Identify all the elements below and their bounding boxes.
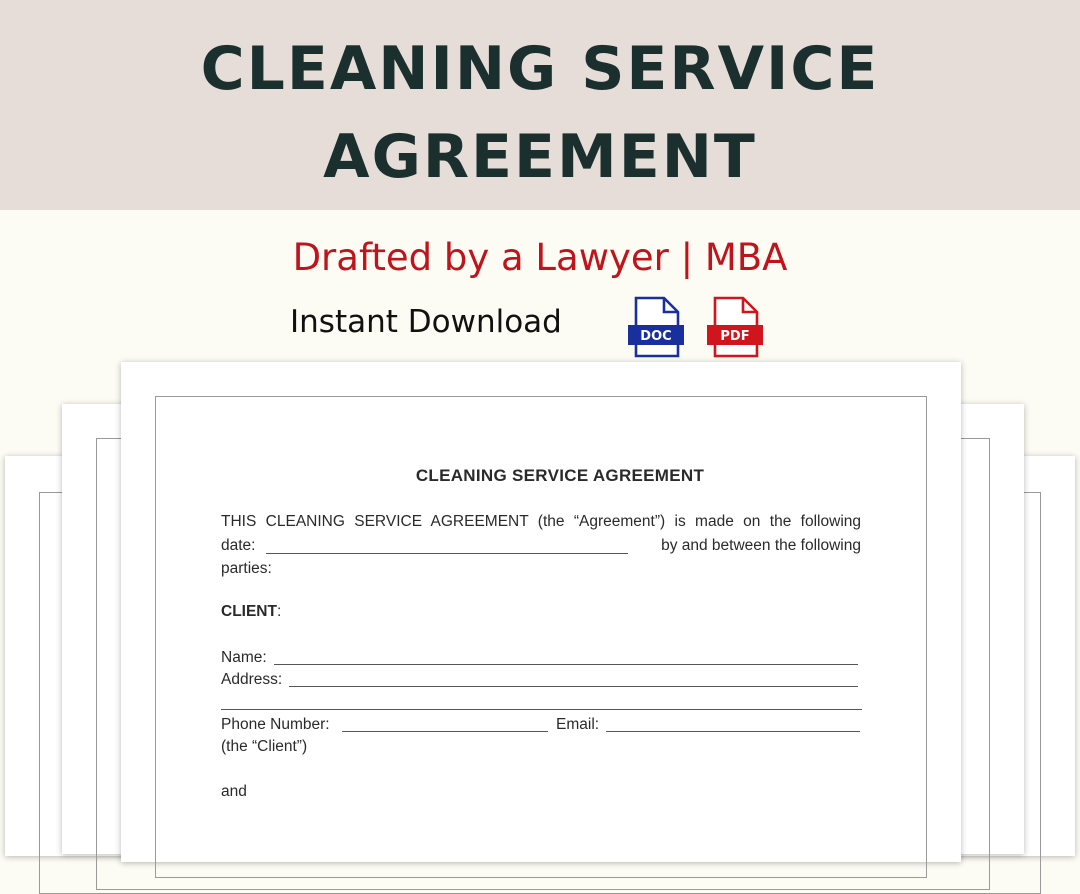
intro-line-1: THIS CLEANING SERVICE AGREEMENT (the “Agreement”) is made on the following (221, 513, 861, 530)
doc-badge-text: DOC (640, 329, 672, 344)
banner-subtitle: Drafted by a Lawyer | MBA (292, 236, 788, 279)
name-blank-line (274, 664, 858, 665)
address-blank-line (289, 686, 858, 687)
pdf-badge-text: PDF (720, 329, 750, 344)
client-definition: (the “Client”) (221, 738, 308, 755)
instant-download-label: Instant Download (290, 304, 562, 340)
phone-label: Phone Number: (221, 716, 330, 733)
client-heading-row (221, 603, 281, 621)
document-title: CLEANING SERVICE AGREEMENT (415, 466, 705, 485)
phone-blank-line (342, 731, 548, 732)
doc-file-icon (628, 296, 684, 358)
date-blank-line (266, 553, 628, 554)
intro-date-label: date: (221, 537, 256, 554)
intro-line-3: parties: (221, 560, 272, 577)
client-heading: CLIENT (221, 603, 277, 620)
banner-title-line-2: AGREEMENT (323, 122, 757, 192)
email-label: Email: (556, 716, 600, 733)
banner-title-line-1: CLEANING SERVICE (200, 34, 880, 104)
address-blank-line-2 (221, 709, 862, 710)
address-label: Address: (221, 671, 283, 688)
intro-date-suffix: by and between the following (661, 537, 861, 554)
pdf-file-icon (707, 296, 763, 358)
client-colon: : (276, 603, 282, 620)
name-label: Name: (221, 649, 267, 666)
and-label: and (221, 783, 247, 800)
email-blank-line (606, 731, 860, 732)
